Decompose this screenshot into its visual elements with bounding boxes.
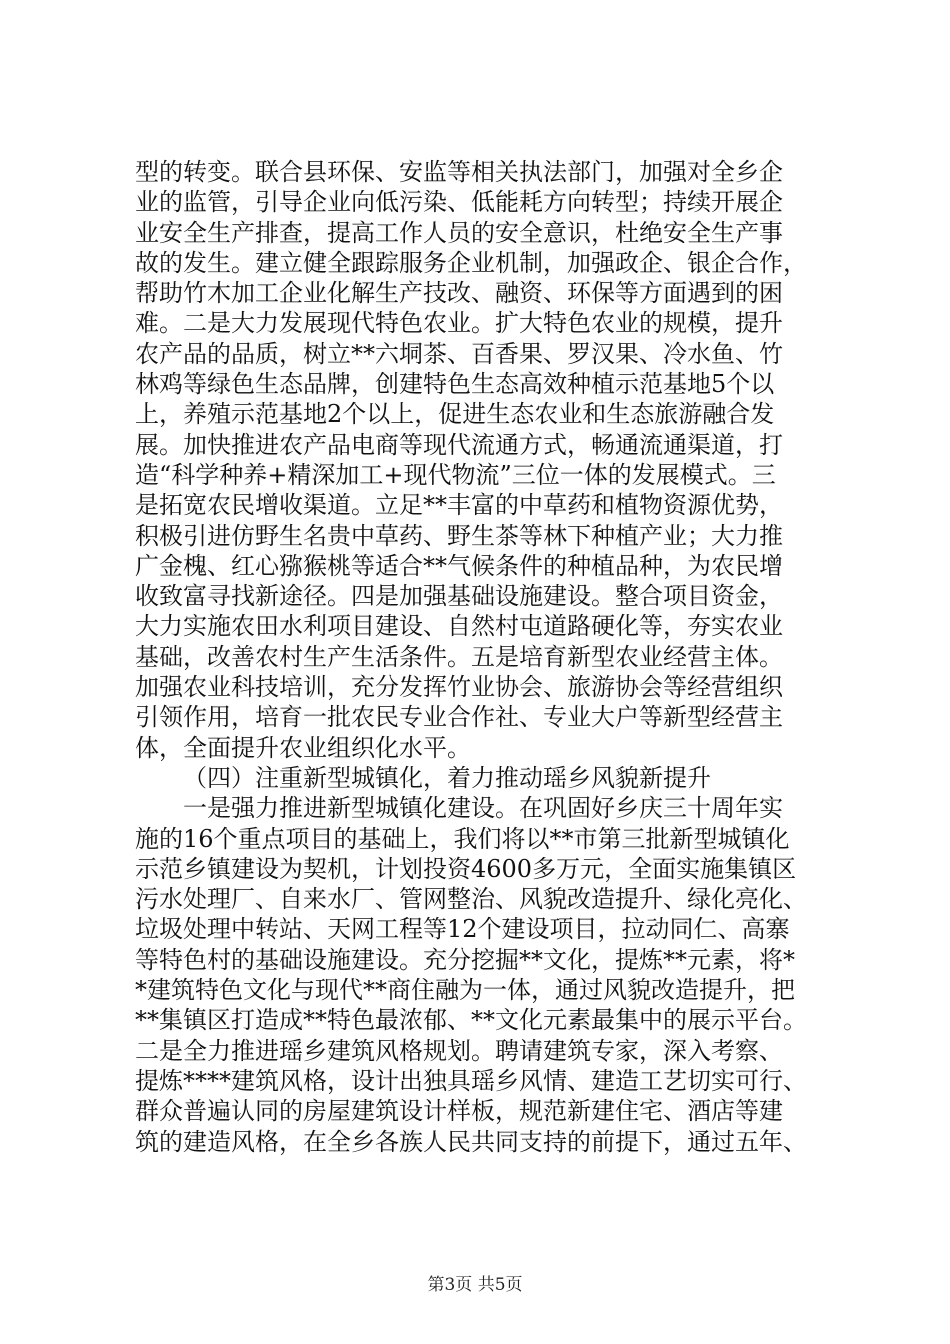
text-line: 引领作用，培育一批农民专业合作社、专业大户等新型经营主: [135, 703, 783, 732]
text-line: 林鸡等绿色生态品牌，创建特色生态高效种植示范基地5个以: [135, 370, 775, 399]
text-line: 业的监管，引导企业向低污染、低能耗方向转型；持续开展企: [135, 188, 783, 217]
text-line: 体，全面提升农业组织化水平。: [135, 733, 471, 762]
text-line: 难。二是大力发展现代特色农业。扩大特色农业的规模，提升: [135, 309, 783, 338]
text-line: 筑的建造风格，在全乡各族人民共同支持的前提下，通过五年、: [135, 1127, 807, 1156]
text-line: **集镇区打造成**特色最浓郁、**文化元素最集中的展示平台。: [135, 1006, 807, 1035]
text-line: 污水处理厂、自来水厂、管网整治、风貌改造提升、绿化亮化、: [135, 885, 807, 914]
section-heading: （四）注重新型城镇化，着力推动瑶乡风貌新提升: [183, 763, 711, 792]
text-line: 一是强力推进新型城镇化建设。在巩固好乡庆三十周年实: [183, 794, 783, 823]
text-line: 型的转变。联合县环保、安监等相关执法部门，加强对全乡企: [135, 158, 783, 186]
text-line: 垃圾处理中转站、天网工程等12个建设项目，拉动同仁、高寨: [135, 915, 790, 944]
text-line: 施的16个重点项目的基础上，我们将以**市第三批新型城镇化: [135, 824, 790, 853]
text-line: 展。加快推进农产品电商等现代流通方式，畅通流通渠道，打: [135, 430, 783, 459]
text-line: 提炼****建筑风格，设计出独具瑶乡风情、建造工艺切实可行、: [135, 1066, 807, 1095]
text-line: 上，养殖示范基地2个以上，促进生态农业和生态旅游融合发: [135, 400, 775, 429]
text-line: 加强农业科技培训，充分发挥竹业协会、旅游协会等经营组织: [135, 673, 783, 702]
text-line: 群众普遍认同的房屋建筑设计样板，规范新建住宅、酒店等建: [135, 1097, 783, 1126]
text-line: 帮助竹木加工企业化解生产技改、融资、环保等方面遇到的困: [135, 279, 783, 308]
text-line: 收致富寻找新途径。四是加强基础设施建设。整合项目资金，: [135, 582, 783, 611]
text-line: 等特色村的基础设施建设。充分挖掘**文化，提炼**元素，将*: [135, 945, 795, 974]
text-line: 是拓宽农民增收渠道。立足**丰富的中草药和植物资源优势，: [135, 491, 783, 520]
text-line: 故的发生。建立健全跟踪服务企业机制，加强政企、银企合作，: [135, 248, 807, 277]
text-line: 基础，改善农村生产生活条件。五是培育新型农业经营主体。: [135, 642, 783, 671]
text-line: 造“科学种养+精深加工+现代物流”三位一体的发展模式。三: [135, 460, 776, 489]
text-line: 业安全生产排查，提高工作人员的安全意识，杜绝安全生产事: [135, 218, 783, 247]
text-line: 二是全力推进瑶乡建筑风格规划。聘请建筑专家，深入考察、: [135, 1036, 783, 1065]
text-line: 农产品的品质，树立**六垌茶、百香果、罗汉果、冷水鱼、竹: [135, 339, 783, 368]
text-line: 示范乡镇建设为契机，计划投资4600多万元，全面实施集镇区: [135, 854, 797, 883]
body-text: [135, 157, 855, 1157]
text-line: 广金槐、红心猕猴桃等适合**气候条件的种植品种，为农民增: [135, 551, 783, 580]
text-line: *建筑特色文化与现代**商住融为一体，通过风貌改造提升，把: [135, 976, 795, 1005]
text-line: 大力实施农田水利项目建设、自然村屯道路硬化等，夯实农业: [135, 612, 783, 641]
page-footer: 第3页 共5页: [427, 1275, 523, 1295]
text-line: 积极引进仿野生名贵中草药、野生茶等林下种植产业；大力推: [135, 521, 783, 550]
